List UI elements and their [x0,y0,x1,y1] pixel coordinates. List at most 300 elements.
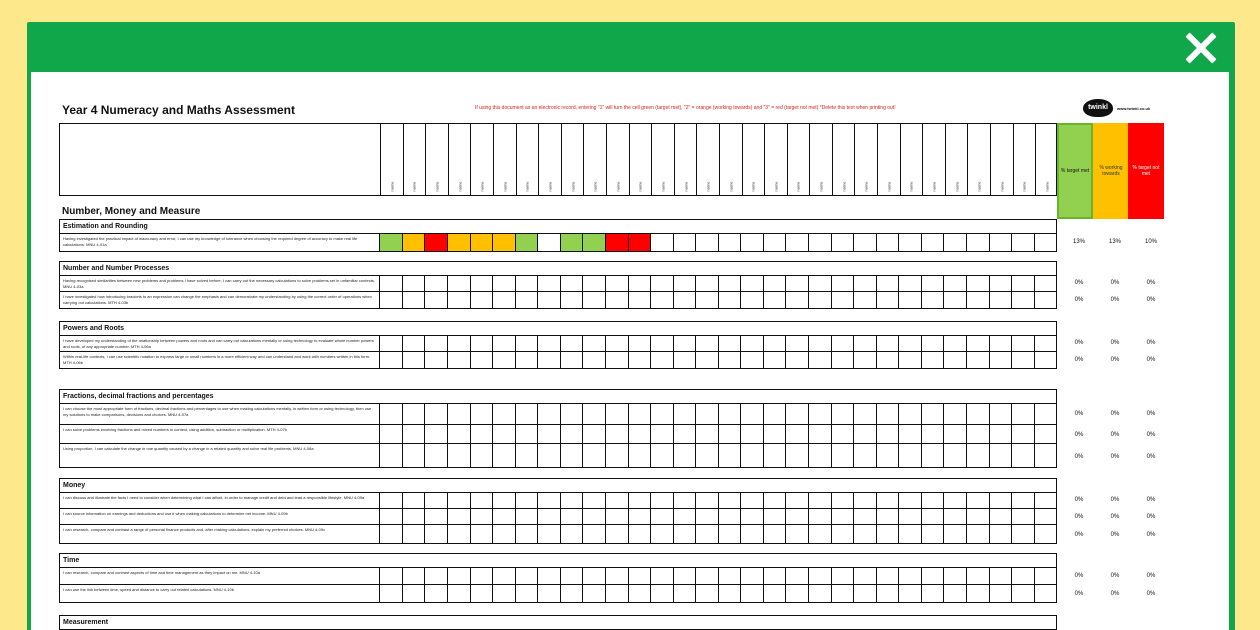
pupil-cell[interactable] [740,404,763,424]
pupil-cell[interactable] [650,493,673,508]
pupil-cell[interactable] [492,444,515,467]
pupil-cell[interactable] [515,444,538,467]
pupil-cell[interactable] [379,509,402,524]
pupil-cell[interactable] [402,425,425,443]
pupil-cell[interactable] [1011,568,1034,584]
pupil-cell[interactable] [650,404,673,424]
pupil-cell[interactable] [808,352,831,368]
pupil-cell[interactable] [673,585,696,602]
pupil-cell[interactable] [785,568,808,584]
pupil-cell[interactable] [695,568,718,584]
pupil-cell[interactable] [740,276,763,291]
pupil-cell[interactable] [515,352,538,368]
pupil-cell[interactable] [673,493,696,508]
name-column-header[interactable] [1013,124,1036,195]
pupil-cell[interactable] [379,525,402,543]
pupil-cell[interactable] [1034,585,1057,602]
pupil-cell[interactable] [492,404,515,424]
pupil-cell[interactable] [876,568,899,584]
pupil-cell[interactable] [605,493,628,508]
pupil-cell[interactable] [673,234,696,251]
pupil-cell[interactable] [379,425,402,443]
pupil-cell[interactable] [763,234,786,251]
pupil-cell[interactable] [921,568,944,584]
pupil-cell[interactable] [808,444,831,467]
pupil-cell[interactable] [650,292,673,308]
pupil-cell[interactable] [424,444,447,467]
pupil-cell[interactable] [650,234,673,251]
pupil-cell[interactable] [740,509,763,524]
pupil-cell[interactable] [537,404,560,424]
pupil-cell[interactable] [831,585,854,602]
pupil-cell[interactable] [650,509,673,524]
pupil-cell[interactable] [989,425,1012,443]
pupil-cell[interactable] [989,509,1012,524]
pupil-cell[interactable] [582,444,605,467]
pupil-cell[interactable] [740,234,763,251]
name-column-header[interactable] [606,124,629,195]
close-icon[interactable] [1183,31,1217,65]
pupil-cell[interactable] [943,525,966,543]
pupil-cell[interactable] [853,493,876,508]
pupil-cell[interactable] [402,234,425,251]
pupil-cell[interactable] [447,444,470,467]
pupil-cell[interactable] [470,444,493,467]
pupil-cell[interactable] [740,425,763,443]
pupil-cell[interactable] [1011,509,1034,524]
pupil-cell[interactable] [1034,444,1057,467]
pupil-cell[interactable] [605,234,628,251]
pupil-cell[interactable] [402,276,425,291]
pupil-cell[interactable] [492,568,515,584]
pupil-cell[interactable] [853,352,876,368]
pupil-cell[interactable] [605,404,628,424]
pupil-cell[interactable] [379,352,402,368]
pupil-cell[interactable] [492,292,515,308]
pupil-cell[interactable] [943,585,966,602]
pupil-cell[interactable] [470,292,493,308]
pupil-cell[interactable] [921,493,944,508]
pupil-cell[interactable] [582,425,605,443]
pupil-cell[interactable] [470,352,493,368]
pupil-cell[interactable] [402,404,425,424]
pupil-cell[interactable] [695,404,718,424]
pupil-cell[interactable] [831,425,854,443]
pupil-cell[interactable] [763,444,786,467]
name-column-header[interactable] [900,124,923,195]
pupil-cell[interactable] [402,352,425,368]
pupil-cell[interactable] [966,292,989,308]
pupil-cell[interactable] [808,493,831,508]
pupil-cell[interactable] [718,509,741,524]
pupil-cell[interactable] [763,493,786,508]
pupil-cell[interactable] [492,352,515,368]
pupil-cell[interactable] [718,568,741,584]
pupil-cell[interactable] [650,444,673,467]
pupil-cell[interactable] [628,404,651,424]
pupil-cell[interactable] [831,509,854,524]
pupil-cell[interactable] [876,234,899,251]
pupil-cell[interactable] [989,493,1012,508]
pupil-cell[interactable] [966,425,989,443]
pupil-cell[interactable] [628,525,651,543]
pupil-cell[interactable] [1011,493,1034,508]
pupil-cell[interactable] [785,404,808,424]
pupil-cell[interactable] [876,404,899,424]
pupil-cell[interactable] [424,404,447,424]
pupil-cell[interactable] [853,444,876,467]
pupil-cell[interactable] [831,352,854,368]
pupil-cell[interactable] [1034,352,1057,368]
name-column-header[interactable] [719,124,742,195]
pupil-cell[interactable] [853,425,876,443]
pupil-cell[interactable] [718,585,741,602]
pupil-cell[interactable] [785,276,808,291]
pupil-cell[interactable] [898,585,921,602]
name-column-header[interactable] [945,124,968,195]
pupil-cell[interactable] [424,525,447,543]
pupil-cell[interactable] [605,336,628,351]
pupil-cell[interactable] [763,525,786,543]
pupil-cell[interactable] [605,276,628,291]
pupil-cell[interactable] [1034,525,1057,543]
pupil-cell[interactable] [695,444,718,467]
pupil-cell[interactable] [740,525,763,543]
pupil-cell[interactable] [515,585,538,602]
pupil-cell[interactable] [695,234,718,251]
pupil-cell[interactable] [1034,234,1057,251]
pupil-cell[interactable] [402,525,425,543]
pupil-cell[interactable] [650,352,673,368]
pupil-cell[interactable] [763,276,786,291]
name-column-header[interactable] [516,124,539,195]
pupil-cell[interactable] [492,234,515,251]
pupil-cell[interactable] [1011,292,1034,308]
pupil-cell[interactable] [379,404,402,424]
pupil-cell[interactable] [853,568,876,584]
pupil-cell[interactable] [470,509,493,524]
pupil-cell[interactable] [921,444,944,467]
pupil-cell[interactable] [424,292,447,308]
pupil-cell[interactable] [898,425,921,443]
pupil-cell[interactable] [718,352,741,368]
pupil-cell[interactable] [673,352,696,368]
pupil-cell[interactable] [560,568,583,584]
pupil-cell[interactable] [424,336,447,351]
pupil-cell[interactable] [763,352,786,368]
pupil-cell[interactable] [898,493,921,508]
pupil-cell[interactable] [943,493,966,508]
pupil-cell[interactable] [740,352,763,368]
pupil-cell[interactable] [876,585,899,602]
pupil-cell[interactable] [808,568,831,584]
pupil-cell[interactable] [673,425,696,443]
pupil-cell[interactable] [650,525,673,543]
name-column-header[interactable] [651,124,674,195]
pupil-cell[interactable] [718,336,741,351]
pupil-cell[interactable] [831,336,854,351]
pupil-cell[interactable] [718,404,741,424]
pupil-cell[interactable] [989,585,1012,602]
pupil-cell[interactable] [989,404,1012,424]
pupil-cell[interactable] [470,585,493,602]
name-column-header[interactable] [922,124,945,195]
pupil-cell[interactable] [470,425,493,443]
pupil-cell[interactable] [1011,336,1034,351]
pupil-cell[interactable] [537,509,560,524]
pupil-cell[interactable] [447,352,470,368]
pupil-cell[interactable] [989,234,1012,251]
pupil-cell[interactable] [537,444,560,467]
name-column-header[interactable] [629,124,652,195]
pupil-cell[interactable] [447,568,470,584]
name-column-header[interactable] [764,124,787,195]
pupil-cell[interactable] [695,292,718,308]
pupil-cell[interactable] [470,336,493,351]
pupil-cell[interactable] [560,352,583,368]
pupil-cell[interactable] [1011,444,1034,467]
pupil-cell[interactable] [1011,404,1034,424]
pupil-cell[interactable] [447,525,470,543]
pupil-cell[interactable] [740,568,763,584]
pupil-cell[interactable] [695,509,718,524]
pupil-cell[interactable] [379,444,402,467]
pupil-cell[interactable] [447,493,470,508]
pupil-cell[interactable] [831,404,854,424]
pupil-cell[interactable] [876,276,899,291]
pupil-cell[interactable] [447,509,470,524]
pupil-cell[interactable] [673,292,696,308]
pupil-cell[interactable] [831,444,854,467]
pupil-cell[interactable] [673,336,696,351]
name-column-header[interactable] [967,124,990,195]
pupil-cell[interactable] [379,234,402,251]
pupil-cell[interactable] [943,292,966,308]
pupil-cell[interactable] [966,568,989,584]
pupil-cell[interactable] [1034,509,1057,524]
pupil-cell[interactable] [379,568,402,584]
pupil-cell[interactable] [537,276,560,291]
pupil-cell[interactable] [695,336,718,351]
pupil-cell[interactable] [1011,525,1034,543]
pupil-cell[interactable] [673,525,696,543]
pupil-cell[interactable] [695,276,718,291]
pupil-cell[interactable] [808,276,831,291]
pupil-cell[interactable] [921,352,944,368]
pupil-cell[interactable] [402,493,425,508]
pupil-cell[interactable] [605,585,628,602]
pupil-cell[interactable] [673,568,696,584]
pupil-cell[interactable] [876,425,899,443]
pupil-cell[interactable] [402,568,425,584]
pupil-cell[interactable] [898,509,921,524]
pupil-cell[interactable] [628,493,651,508]
pupil-cell[interactable] [424,425,447,443]
pupil-cell[interactable] [650,336,673,351]
pupil-cell[interactable] [989,568,1012,584]
pupil-cell[interactable] [1034,292,1057,308]
name-column-header[interactable] [696,124,719,195]
pupil-cell[interactable] [582,568,605,584]
pupil-cell[interactable] [537,234,560,251]
name-column-header[interactable] [403,124,426,195]
pupil-cell[interactable] [582,292,605,308]
pupil-cell[interactable] [628,444,651,467]
pupil-cell[interactable] [740,585,763,602]
pupil-cell[interactable] [718,276,741,291]
pupil-cell[interactable] [379,276,402,291]
pupil-cell[interactable] [492,276,515,291]
pupil-cell[interactable] [876,292,899,308]
pupil-cell[interactable] [515,425,538,443]
pupil-cell[interactable] [785,292,808,308]
pupil-cell[interactable] [447,336,470,351]
pupil-cell[interactable] [763,336,786,351]
pupil-cell[interactable] [966,444,989,467]
pupil-cell[interactable] [1034,404,1057,424]
pupil-cell[interactable] [763,585,786,602]
pupil-cell[interactable] [808,585,831,602]
pupil-cell[interactable] [876,336,899,351]
pupil-cell[interactable] [785,234,808,251]
pupil-cell[interactable] [921,276,944,291]
pupil-cell[interactable] [402,585,425,602]
pupil-cell[interactable] [492,509,515,524]
pupil-cell[interactable] [876,352,899,368]
pupil-cell[interactable] [718,493,741,508]
pupil-cell[interactable] [943,404,966,424]
pupil-cell[interactable] [1034,276,1057,291]
pupil-cell[interactable] [785,425,808,443]
pupil-cell[interactable] [470,525,493,543]
pupil-cell[interactable] [853,404,876,424]
pupil-cell[interactable] [808,525,831,543]
pupil-cell[interactable] [650,585,673,602]
pupil-cell[interactable] [515,525,538,543]
pupil-cell[interactable] [695,425,718,443]
pupil-cell[interactable] [718,234,741,251]
pupil-cell[interactable] [470,234,493,251]
pupil-cell[interactable] [470,493,493,508]
pupil-cell[interactable] [560,444,583,467]
pupil-cell[interactable] [402,336,425,351]
pupil-cell[interactable] [424,493,447,508]
pupil-cell[interactable] [718,525,741,543]
pupil-cell[interactable] [605,509,628,524]
pupil-cell[interactable] [898,276,921,291]
pupil-cell[interactable] [921,525,944,543]
pupil-cell[interactable] [628,425,651,443]
pupil-cell[interactable] [424,585,447,602]
pupil-cell[interactable] [628,568,651,584]
pupil-cell[interactable] [582,493,605,508]
pupil-cell[interactable] [853,525,876,543]
pupil-cell[interactable] [808,292,831,308]
pupil-cell[interactable] [605,292,628,308]
pupil-cell[interactable] [763,404,786,424]
pupil-cell[interactable] [537,568,560,584]
pupil-cell[interactable] [447,585,470,602]
pupil-cell[interactable] [515,404,538,424]
pupil-cell[interactable] [943,352,966,368]
name-column-header[interactable] [809,124,832,195]
pupil-cell[interactable] [650,276,673,291]
pupil-cell[interactable] [560,404,583,424]
pupil-cell[interactable] [898,292,921,308]
pupil-cell[interactable] [989,276,1012,291]
pupil-cell[interactable] [921,234,944,251]
pupil-cell[interactable] [921,404,944,424]
pupil-cell[interactable] [560,336,583,351]
pupil-cell[interactable] [831,525,854,543]
pupil-cell[interactable] [492,585,515,602]
pupil-cell[interactable] [582,404,605,424]
pupil-cell[interactable] [628,585,651,602]
name-column-header[interactable] [493,124,516,195]
pupil-cell[interactable] [1011,352,1034,368]
pupil-cell[interactable] [379,493,402,508]
pupil-cell[interactable] [808,509,831,524]
pupil-cell[interactable] [966,493,989,508]
pupil-cell[interactable] [1034,336,1057,351]
pupil-cell[interactable] [560,585,583,602]
name-column-header[interactable] [877,124,900,195]
pupil-cell[interactable] [673,276,696,291]
pupil-cell[interactable] [424,568,447,584]
pupil-cell[interactable] [515,234,538,251]
pupil-cell[interactable] [898,352,921,368]
pupil-cell[interactable] [402,509,425,524]
pupil-cell[interactable] [605,425,628,443]
pupil-cell[interactable] [582,336,605,351]
pupil-cell[interactable] [673,509,696,524]
pupil-cell[interactable] [853,509,876,524]
pupil-cell[interactable] [424,234,447,251]
name-column-header[interactable] [538,124,561,195]
pupil-cell[interactable] [515,509,538,524]
pupil-cell[interactable] [515,493,538,508]
pupil-cell[interactable] [470,568,493,584]
pupil-cell[interactable] [808,336,831,351]
pupil-cell[interactable] [943,509,966,524]
pupil-cell[interactable] [628,352,651,368]
pupil-cell[interactable] [537,525,560,543]
pupil-cell[interactable] [853,292,876,308]
pupil-cell[interactable] [1011,585,1034,602]
pupil-cell[interactable] [808,234,831,251]
pupil-cell[interactable] [740,493,763,508]
pupil-cell[interactable] [605,525,628,543]
pupil-cell[interactable] [808,425,831,443]
name-column-header[interactable] [1035,124,1058,195]
pupil-cell[interactable] [831,568,854,584]
pupil-cell[interactable] [582,509,605,524]
pupil-cell[interactable] [650,425,673,443]
pupil-cell[interactable] [582,525,605,543]
pupil-cell[interactable] [943,444,966,467]
pupil-cell[interactable] [492,525,515,543]
pupil-cell[interactable] [785,352,808,368]
pupil-cell[interactable] [898,234,921,251]
pupil-cell[interactable] [605,568,628,584]
pupil-cell[interactable] [876,509,899,524]
pupil-cell[interactable] [831,493,854,508]
pupil-cell[interactable] [695,493,718,508]
pupil-cell[interactable] [628,276,651,291]
pupil-cell[interactable] [537,336,560,351]
pupil-cell[interactable] [447,292,470,308]
pupil-cell[interactable] [424,509,447,524]
